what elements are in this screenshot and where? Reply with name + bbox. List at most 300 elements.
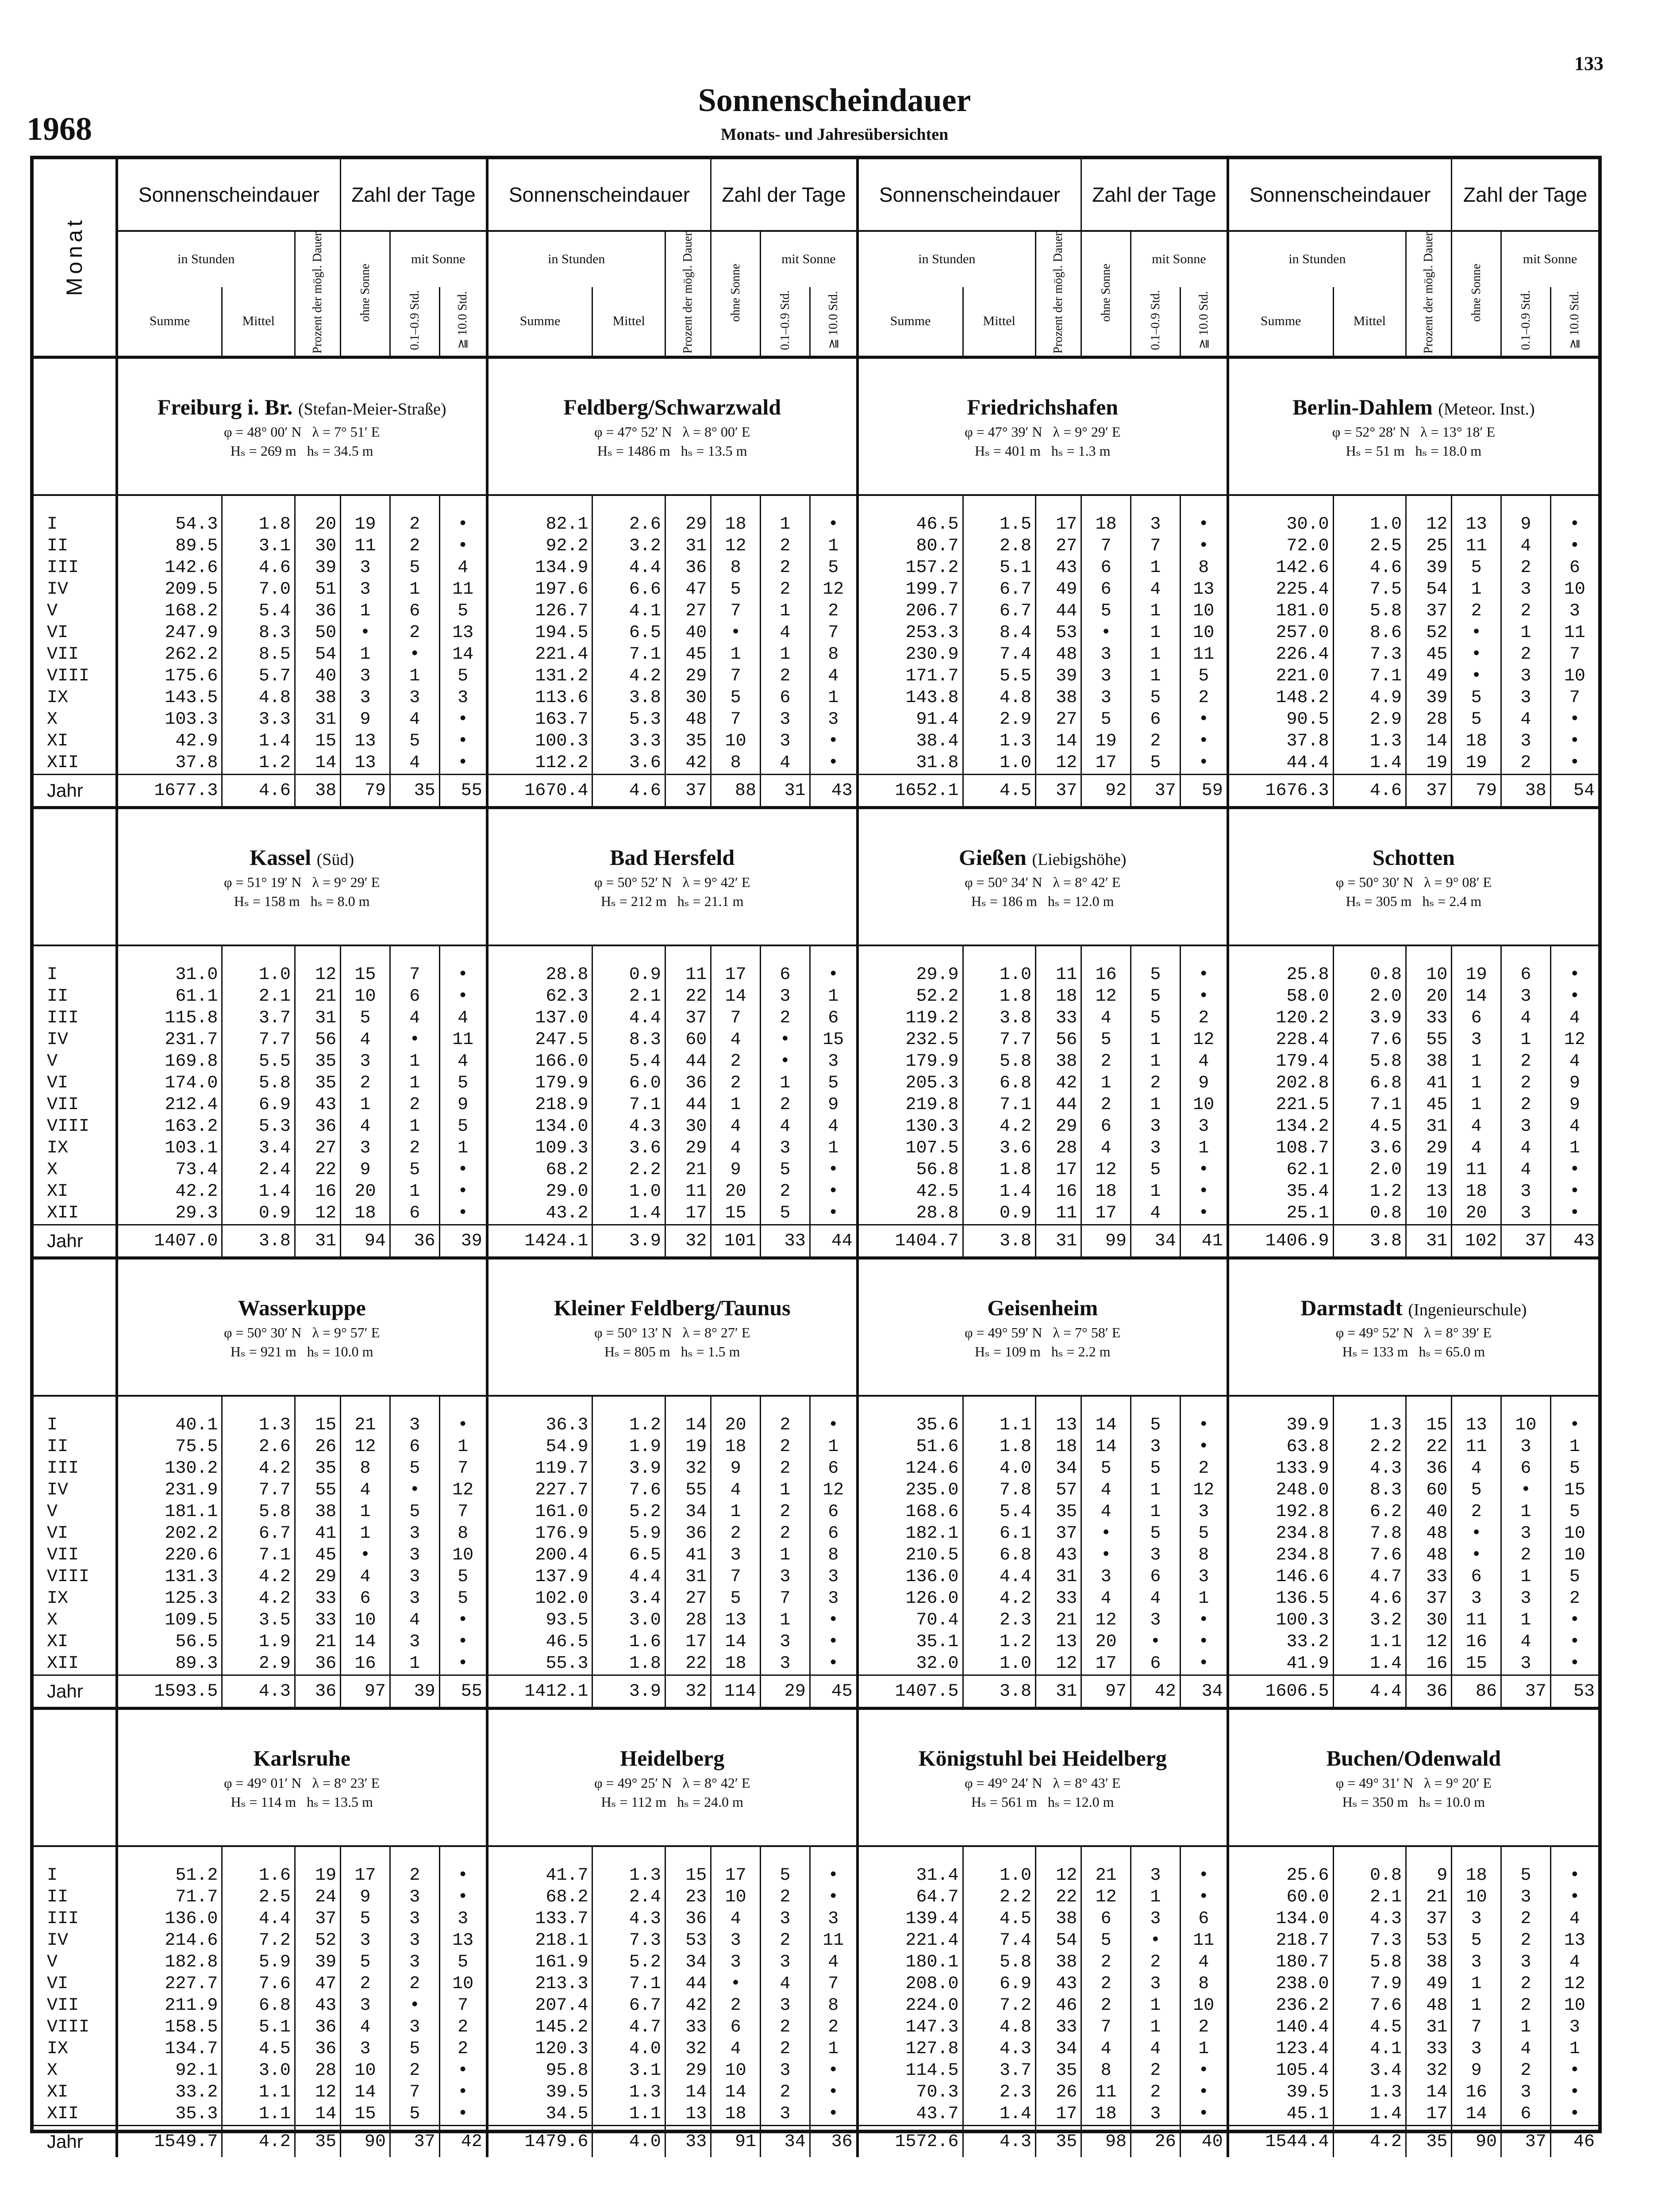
- data-cell: 3: [1452, 1588, 1501, 1609]
- station-longitude: λ = 13° 18′ E: [1420, 423, 1496, 440]
- data-cell: 11: [665, 964, 711, 986]
- data-cell: 68.2: [487, 1159, 592, 1181]
- data-cell: 6.7: [963, 579, 1035, 600]
- data-cell: 16: [295, 1181, 340, 1202]
- data-cell: 5: [1131, 964, 1181, 986]
- data-cell: 27: [1035, 709, 1081, 730]
- data-cell: 15: [341, 2103, 390, 2126]
- data-cell: 8: [1180, 557, 1228, 579]
- data-cell: 2: [1180, 1458, 1228, 1479]
- data-cell: 1: [1131, 1094, 1181, 1116]
- data-cell: 10: [1180, 1995, 1228, 2016]
- data-cell: 14: [295, 2103, 340, 2126]
- data-cell: 2: [760, 665, 810, 687]
- data-cell: 2.6: [222, 1436, 295, 1458]
- data-cell: 6.6: [592, 579, 665, 600]
- data-cell: 57: [1035, 1479, 1081, 1501]
- station-name: Buchen/Odenwald: [1326, 1746, 1501, 1771]
- data-cell: 134.0: [487, 1116, 592, 1137]
- data-cell: 2: [390, 1137, 439, 1159]
- data-cell: 44: [665, 1973, 711, 1995]
- data-cell: 41: [295, 1523, 340, 1544]
- data-cell: 174.0: [117, 1072, 222, 1094]
- data-cell: 1.8: [963, 986, 1035, 1007]
- data-cell: 3: [390, 1588, 439, 1609]
- data-cell: 1: [1180, 2038, 1228, 2060]
- data-cell: 4.5: [1333, 2016, 1406, 2038]
- station-name: Freiburg i. Br.: [157, 395, 293, 420]
- data-cell: 7.7: [222, 1479, 295, 1501]
- data-cell: 25.6: [1228, 1865, 1333, 1886]
- data-cell: 3: [760, 1951, 810, 1973]
- data-cell: 4.6: [1333, 1588, 1406, 1609]
- data-cell: 103.3: [117, 709, 222, 730]
- data-cell: 25: [1406, 535, 1452, 557]
- data-cell: 209.5: [117, 579, 222, 600]
- station-latitude: φ = 47° 52′ N: [594, 423, 672, 440]
- data-cell: 7.6: [1333, 1029, 1406, 1051]
- data-cell: 5: [1131, 1458, 1181, 1479]
- data-cell: 64.7: [858, 1886, 963, 1908]
- data-cell: 17: [1035, 2103, 1081, 2126]
- station-elevation: Hₛ = 186 m: [971, 893, 1037, 909]
- data-cell: 28: [295, 2060, 340, 2081]
- data-cell: 119.2: [858, 1007, 963, 1029]
- data-cell: 7: [1452, 2016, 1501, 2038]
- data-cell: 5: [1131, 1414, 1181, 1436]
- data-cell: 1.4: [222, 730, 295, 752]
- spacer-cell: [117, 1396, 222, 1414]
- mit-sonne-header: mit Sonne: [760, 231, 857, 287]
- data-cell: 10: [1406, 1202, 1452, 1225]
- data-cell: 211.9: [117, 1995, 222, 2016]
- data-cell: •: [390, 1029, 439, 1051]
- data-cell: 5: [1452, 557, 1501, 579]
- data-cell: 7.2: [222, 1930, 295, 1951]
- data-cell: 89.5: [117, 535, 222, 557]
- year-total-cell: 4.5: [963, 775, 1035, 808]
- data-cell: •: [390, 644, 439, 665]
- data-cell: 4: [711, 1029, 761, 1051]
- data-cell: 20: [295, 514, 340, 535]
- station-latitude: φ = 49° 59′ N: [965, 1324, 1042, 1340]
- data-cell: 158.5: [117, 2016, 222, 2038]
- year-total-cell: 42: [439, 2126, 487, 2158]
- month-label: XII: [34, 2103, 117, 2126]
- data-cell: 3: [1501, 687, 1551, 709]
- data-cell: 62.3: [487, 986, 592, 1007]
- data-cell: 4: [1501, 1159, 1551, 1181]
- data-cell: •: [390, 1995, 439, 2016]
- data-cell: 54.3: [117, 514, 222, 535]
- data-cell: 3.5: [222, 1609, 295, 1631]
- data-cell: 14: [1081, 1414, 1131, 1436]
- data-cell: •: [439, 1631, 487, 1653]
- data-cell: 3: [390, 1886, 439, 1908]
- data-cell: 43: [1035, 1544, 1081, 1566]
- data-cell: 214.6: [117, 1930, 222, 1951]
- station-name: Königstuhl bei Heidelberg: [918, 1746, 1167, 1771]
- data-cell: 7.1: [222, 1544, 295, 1566]
- data-cell: 1.1: [963, 1414, 1035, 1436]
- data-cell: 103.1: [117, 1137, 222, 1159]
- data-cell: 1.0: [592, 1181, 665, 1202]
- in-stunden-header: in Stunden: [117, 231, 295, 287]
- data-cell: 2.1: [592, 986, 665, 1007]
- data-cell: 5.4: [592, 1051, 665, 1072]
- data-cell: 41: [665, 1544, 711, 1566]
- month-label: XII: [34, 752, 117, 775]
- data-cell: 180.7: [1228, 1951, 1333, 1973]
- spacer-cell: [487, 945, 592, 964]
- data-cell: 1: [760, 1479, 810, 1501]
- month-label: III: [34, 557, 117, 579]
- data-cell: 1: [760, 1072, 810, 1094]
- station-note: (Stefan-Meier-Straße): [298, 400, 446, 419]
- data-cell: 4: [1569, 1117, 1580, 1137]
- data-cell: •: [1452, 1544, 1501, 1566]
- data-cell: 31: [295, 709, 340, 730]
- ohne-sonne-label: ohne Sonne: [358, 263, 372, 322]
- data-cell: 5: [1569, 1567, 1580, 1587]
- data-cell: 11: [1035, 1202, 1081, 1225]
- monat-spacer: [34, 357, 117, 495]
- data-cell: 9: [341, 709, 390, 730]
- data-cell: 221.4: [858, 1930, 963, 1951]
- data-cell: 2.2: [592, 1159, 665, 1181]
- data-cell: 70.4: [858, 1609, 963, 1631]
- spacer-cell: [439, 945, 487, 964]
- data-cell: 1: [1501, 1566, 1551, 1588]
- data-cell: 175.6: [117, 665, 222, 687]
- station-name: Kassel: [250, 845, 311, 870]
- month-label: V: [34, 1501, 117, 1523]
- data-cell: 55: [665, 1479, 711, 1501]
- data-cell: •: [439, 730, 487, 752]
- data-cell: 43.2: [487, 1202, 592, 1225]
- mittel-header: Mittel: [963, 287, 1035, 357]
- spacer-cell: [117, 495, 222, 514]
- data-cell: 34: [665, 1951, 711, 1973]
- data-cell: 6: [1081, 1908, 1131, 1930]
- data-cell: 133.7: [487, 1908, 592, 1930]
- data-cell: 45.1: [1228, 2103, 1333, 2126]
- month-label: XI: [34, 2081, 117, 2103]
- data-cell: 11: [1452, 1609, 1501, 1631]
- data-cell: 33.2: [1228, 1631, 1333, 1653]
- data-cell: 3: [390, 1631, 439, 1653]
- data-cell: 3: [711, 1951, 761, 1973]
- data-cell: •: [1452, 1523, 1501, 1544]
- year-total-cell: 35: [295, 2126, 340, 2158]
- data-cell: 24: [295, 1886, 340, 1908]
- data-cell: 182.1: [858, 1523, 963, 1544]
- data-cell: 27: [295, 1137, 340, 1159]
- data-cell: 5: [1081, 1029, 1131, 1051]
- data-cell: 3.6: [963, 1137, 1035, 1159]
- mit-sonne-header: mit Sonne: [1131, 231, 1228, 287]
- data-cell: 6.8: [963, 1544, 1035, 1566]
- data-cell: 213.3: [487, 1973, 592, 1995]
- month-label: VI: [34, 622, 117, 644]
- data-cell: 45: [295, 1544, 340, 1566]
- data-cell: •: [439, 709, 487, 730]
- station-elevation: Hₛ = 51 m: [1346, 443, 1405, 459]
- year-total-cell: 1407.0: [117, 1225, 222, 1258]
- data-cell: 0.8: [1333, 964, 1406, 986]
- data-cell: 1.8: [963, 1436, 1035, 1458]
- data-cell: 8: [1180, 1973, 1228, 1995]
- year-total-cell: 46: [1550, 2126, 1598, 2158]
- month-label: VIII: [34, 1116, 117, 1137]
- data-cell: 2: [1501, 752, 1551, 775]
- station-name: Gießen: [959, 845, 1027, 870]
- data-cell: 2.2: [963, 1886, 1035, 1908]
- spacer-cell: [1452, 1846, 1501, 1865]
- data-cell: 3.9: [1333, 1007, 1406, 1029]
- data-cell: 31: [665, 1566, 711, 1588]
- year-total-cell: 4.6: [592, 775, 665, 808]
- station-note: (Meteor. Inst.): [1438, 400, 1535, 419]
- month-label: I: [34, 1865, 117, 1886]
- data-cell: 1: [1452, 579, 1501, 600]
- data-cell: •: [810, 2060, 858, 2081]
- data-cell: 1.8: [222, 514, 295, 535]
- data-cell: 6: [390, 1202, 439, 1225]
- data-cell: 202.8: [1228, 1072, 1333, 1094]
- station-instrument-height: hₛ = 8.0 m: [310, 893, 370, 909]
- year-total-cell: 90: [341, 2126, 390, 2158]
- data-cell: 12: [1081, 1159, 1131, 1181]
- data-cell: 11: [810, 1930, 858, 1951]
- data-cell: 179.4: [1228, 1051, 1333, 1072]
- spacer-cell: [592, 495, 665, 514]
- data-cell: 5.8: [1333, 1051, 1406, 1072]
- data-cell: 5: [711, 687, 761, 709]
- data-cell: 140.4: [1228, 2016, 1333, 2038]
- data-cell: 80.7: [858, 535, 963, 557]
- data-cell: 238.0: [1228, 1973, 1333, 1995]
- station-header: [487, 808, 858, 946]
- data-cell: 1: [390, 1116, 439, 1137]
- year-total-cell: 43: [810, 775, 858, 808]
- station-latitude: φ = 50° 34′ N: [965, 874, 1042, 890]
- data-cell: 7: [711, 709, 761, 730]
- station-longitude: λ = 8° 00′ E: [682, 423, 750, 440]
- data-cell: 7.1: [963, 1094, 1035, 1116]
- data-cell: 4.2: [222, 1458, 295, 1479]
- data-cell: 7.6: [1333, 1544, 1406, 1566]
- data-cell: 1: [760, 1609, 810, 1631]
- data-cell: 7: [711, 665, 761, 687]
- data-cell: 36: [665, 1908, 711, 1930]
- year-total-cell: 31: [1406, 1225, 1452, 1258]
- year-total-cell: 97: [341, 1675, 390, 1709]
- spacer-cell: [295, 495, 340, 514]
- spacer-cell: [439, 1846, 487, 1865]
- data-cell: 56.8: [858, 1159, 963, 1181]
- data-cell: 124.6: [858, 1458, 963, 1479]
- spacer-cell: [117, 1846, 222, 1865]
- data-cell: •: [1180, 709, 1228, 730]
- data-cell: •: [711, 622, 761, 644]
- data-cell: 4.4: [592, 557, 665, 579]
- data-cell: 35.6: [858, 1414, 963, 1436]
- station-instrument-height: hₛ = 1.3 m: [1051, 443, 1111, 459]
- data-cell: •: [1569, 2104, 1580, 2124]
- sunshine-group-header: Sonnenscheindauer: [117, 159, 341, 231]
- data-cell: 15: [665, 1865, 711, 1886]
- spacer-cell: [665, 1846, 711, 1865]
- data-cell: 47: [295, 1973, 340, 1995]
- data-cell: 10: [1452, 1886, 1501, 1908]
- station-instrument-height: hₛ = 1.5 m: [681, 1344, 740, 1359]
- data-cell: 3: [810, 1588, 858, 1609]
- data-cell: 30: [665, 1116, 711, 1137]
- data-cell: 11: [1081, 2081, 1131, 2103]
- data-cell: 2: [390, 514, 439, 535]
- station-header: [487, 1709, 858, 1847]
- days-group-header: Zahl der Tage: [1081, 159, 1228, 231]
- prozent-label: Prozent der mögl. Dauer: [1051, 232, 1065, 354]
- data-cell: •: [810, 1181, 858, 1202]
- data-cell: 4: [711, 1479, 761, 1501]
- data-cell: 1.4: [1333, 1653, 1406, 1675]
- data-cell: 33: [295, 1588, 340, 1609]
- station-longitude: λ = 9° 29′ E: [312, 874, 380, 890]
- data-cell: 5.3: [592, 709, 665, 730]
- data-cell: 33: [1406, 1566, 1452, 1588]
- data-cell: 23: [665, 1886, 711, 1908]
- data-cell: 20: [1081, 1631, 1131, 1653]
- data-cell: 49: [1406, 665, 1452, 687]
- data-cell: 6.7: [592, 1995, 665, 2016]
- data-cell: 6: [1131, 1653, 1181, 1675]
- data-cell: 6: [1081, 579, 1131, 600]
- data-cell: 123.4: [1228, 2038, 1333, 2060]
- data-cell: •: [1180, 1436, 1228, 1458]
- spacer-cell: [34, 1846, 117, 1865]
- prozent-label: Prozent der mögl. Dauer: [681, 232, 695, 354]
- data-cell: 9: [1180, 1072, 1228, 1094]
- data-cell: 5.1: [222, 2016, 295, 2038]
- data-cell: 1: [341, 644, 390, 665]
- year-total-cell: 36: [390, 1225, 439, 1258]
- data-cell: 130.2: [117, 1458, 222, 1479]
- station-latitude: φ = 49° 25′ N: [594, 1774, 672, 1791]
- year-total-cell: 38: [1501, 775, 1551, 808]
- data-cell: 7.9: [1333, 1973, 1406, 1995]
- data-cell: 4: [1452, 1137, 1501, 1159]
- data-cell: 54: [1035, 1930, 1081, 1951]
- data-cell: 1.5: [963, 514, 1035, 535]
- spacer-cell: [1501, 1846, 1551, 1865]
- data-cell: 5: [810, 557, 858, 579]
- data-cell: 29: [665, 1137, 711, 1159]
- data-cell: 6.9: [222, 1094, 295, 1116]
- station-header: [487, 1258, 858, 1396]
- data-cell: 7.3: [592, 1930, 665, 1951]
- data-cell: 1.4: [1333, 752, 1406, 775]
- data-cell: 55.3: [487, 1653, 592, 1675]
- data-cell: 30: [1406, 1609, 1452, 1631]
- data-cell: 22: [665, 986, 711, 1007]
- data-cell: 35.1: [858, 1631, 963, 1653]
- station-note: (Liebigshöhe): [1032, 850, 1127, 869]
- data-cell: •: [1180, 1631, 1228, 1653]
- station-elevation: Hₛ = 561 m: [971, 1794, 1037, 1810]
- data-cell: 38: [1406, 1051, 1452, 1072]
- data-cell: 1.4: [592, 1202, 665, 1225]
- station-elevation: Hₛ = 158 m: [234, 893, 300, 909]
- data-cell: 2: [1452, 600, 1501, 622]
- data-cell: 15: [711, 1202, 761, 1225]
- data-cell: 48: [1406, 1544, 1452, 1566]
- data-cell: 6: [1501, 1458, 1551, 1479]
- data-cell: 3: [341, 1051, 390, 1072]
- data-cell: 35.3: [117, 2103, 222, 2126]
- station-latitude: φ = 50° 13′ N: [594, 1324, 672, 1340]
- data-cell: 3: [1569, 601, 1580, 622]
- data-cell: 1: [439, 1436, 487, 1458]
- spacer-cell: [963, 945, 1035, 964]
- d01-label: 0.1–0.9 Std.: [1519, 290, 1533, 350]
- data-cell: 2: [1501, 1544, 1551, 1566]
- data-cell: 1: [390, 1072, 439, 1094]
- data-cell: 7: [1081, 2016, 1131, 2038]
- year-total-cell: 55: [439, 775, 487, 808]
- data-cell: 231.9: [117, 1479, 222, 1501]
- month-label: VI: [34, 1072, 117, 1094]
- data-cell: 34.5: [487, 2103, 592, 2126]
- data-cell: 9: [439, 1094, 487, 1116]
- data-cell: 1: [810, 1137, 858, 1159]
- sunshine-table: [30, 156, 1602, 2152]
- spacer-cell: [34, 1396, 117, 1414]
- data-cell: •: [1081, 1523, 1131, 1544]
- data-cell: 1: [1501, 2016, 1551, 2038]
- data-cell: 163.2: [117, 1116, 222, 1137]
- data-cell: 3.1: [592, 2060, 665, 2081]
- data-cell: 2: [760, 2038, 810, 2060]
- data-cell: 32: [665, 2038, 711, 2060]
- data-cell: 4: [390, 752, 439, 775]
- data-cell: 2: [390, 1973, 439, 1995]
- data-cell: 2.1: [1333, 1886, 1406, 1908]
- data-cell: 8.6: [1333, 622, 1406, 644]
- data-cell: •: [1180, 2081, 1228, 2103]
- data-cell: 37.8: [1228, 730, 1333, 752]
- station-elevation: Hₛ = 1486 m: [597, 443, 670, 459]
- data-cell: 1: [390, 1051, 439, 1072]
- year-total-cell: 45: [810, 1675, 858, 1709]
- data-cell: 43: [295, 1995, 340, 2016]
- spacer-cell: [665, 945, 711, 964]
- data-cell: •: [439, 986, 487, 1007]
- data-cell: 7.7: [963, 1029, 1035, 1051]
- data-cell: 32: [665, 1458, 711, 1479]
- data-cell: 5.3: [222, 1116, 295, 1137]
- spacer-cell: [711, 1396, 761, 1414]
- data-cell: 1.0: [1333, 514, 1406, 535]
- d10-header: [439, 287, 487, 357]
- year-total-label: Jahr: [34, 775, 117, 808]
- data-cell: 5.5: [963, 665, 1035, 687]
- data-cell: 8: [1081, 2060, 1131, 2081]
- data-cell: 2: [711, 1995, 761, 2016]
- data-cell: 1.4: [1333, 2103, 1406, 2126]
- data-cell: 5: [439, 1566, 487, 1588]
